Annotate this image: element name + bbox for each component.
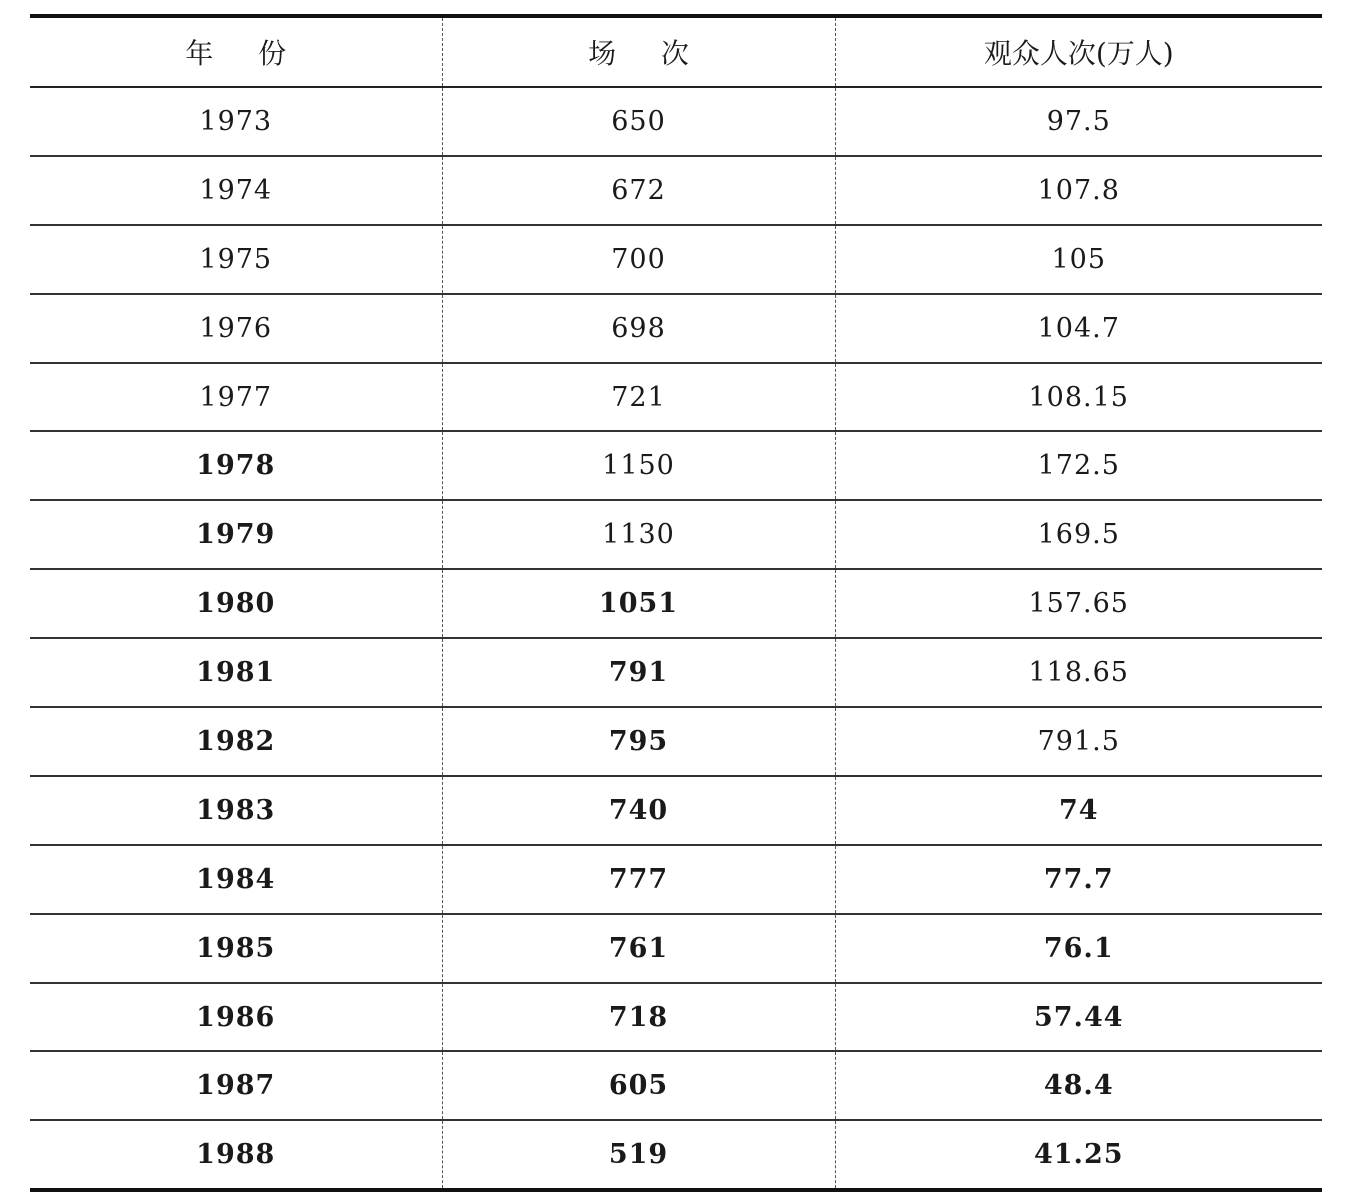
- audience-cell: 76.1: [835, 914, 1322, 983]
- sessions-cell: 740: [442, 776, 835, 845]
- audience-cell: 97.5: [835, 87, 1322, 156]
- table-row: [30, 776, 1322, 845]
- year-cell: 1983: [30, 776, 442, 845]
- sessions-cell: 605: [442, 1051, 835, 1120]
- statistics-table: [30, 14, 1322, 1192]
- year-cell: 1979: [30, 500, 442, 569]
- table-body: [30, 87, 1322, 1190]
- year-cell: 1986: [30, 983, 442, 1052]
- table-row: [30, 156, 1322, 225]
- year-cell: 1978: [30, 431, 442, 500]
- table-row: [30, 363, 1322, 432]
- audience-cell: 108.15: [835, 363, 1322, 432]
- sessions-cell: 718: [442, 983, 835, 1052]
- audience-cell: 118.65: [835, 638, 1322, 707]
- sessions-cell: 1130: [442, 500, 835, 569]
- sessions-cell: 672: [442, 156, 835, 225]
- sessions-cell: 795: [442, 707, 835, 776]
- sessions-cell: 650: [442, 87, 835, 156]
- audience-cell: 104.7: [835, 294, 1322, 363]
- year-cell: 1977: [30, 363, 442, 432]
- audience-cell: 791.5: [835, 707, 1322, 776]
- table-row: [30, 707, 1322, 776]
- year-cell: 1984: [30, 845, 442, 914]
- year-cell: 1981: [30, 638, 442, 707]
- table-row: [30, 1051, 1322, 1120]
- sessions-cell: 700: [442, 225, 835, 294]
- audience-cell: 169.5: [835, 500, 1322, 569]
- header-year: 年份: [30, 16, 442, 87]
- year-cell: 1973: [199, 105, 273, 137]
- year-cell: 1974: [30, 156, 442, 225]
- audience-cell: 107.8: [835, 156, 1322, 225]
- table-row: [30, 983, 1322, 1052]
- header-audience: 观众人次(万人): [835, 16, 1322, 87]
- audience-cell: 74: [835, 776, 1322, 845]
- table-row: [30, 87, 1322, 156]
- sessions-cell: 1051: [442, 569, 835, 638]
- sessions-cell: 791: [442, 638, 835, 707]
- table-row: [30, 914, 1322, 983]
- year-cell: 1987: [30, 1051, 442, 1120]
- table-row: [30, 431, 1322, 500]
- audience-cell: 105: [835, 225, 1322, 294]
- sessions-cell: 519: [442, 1120, 835, 1190]
- header-sessions: 场次: [442, 16, 835, 87]
- table-row: [30, 294, 1322, 363]
- audience-cell: 48.4: [835, 1051, 1322, 1120]
- table-row: [30, 225, 1322, 294]
- year-cell: 1982: [30, 707, 442, 776]
- year-cell: 1975: [30, 225, 442, 294]
- table-row: [30, 500, 1322, 569]
- year-cell: 1988: [30, 1120, 442, 1190]
- table-row: [30, 1120, 1322, 1190]
- sessions-cell: 761: [442, 914, 835, 983]
- sessions-cell: 698: [442, 294, 835, 363]
- year-cell: 1980: [30, 569, 442, 638]
- audience-cell: 57.44: [835, 983, 1322, 1052]
- audience-cell: 172.5: [835, 431, 1322, 500]
- sessions-cell: 1150: [442, 431, 835, 500]
- sessions-cell: 777: [442, 845, 835, 914]
- year-cell: 1976: [30, 294, 442, 363]
- audience-cell: 41.25: [835, 1120, 1322, 1190]
- table-row: [30, 845, 1322, 914]
- header-row: [30, 16, 1322, 87]
- table-row: [30, 569, 1322, 638]
- audience-cell: 157.65: [835, 569, 1322, 638]
- audience-cell: 77.7: [835, 845, 1322, 914]
- sessions-cell: 721: [442, 363, 835, 432]
- table-row: [30, 638, 1322, 707]
- year-cell: 1985: [30, 914, 442, 983]
